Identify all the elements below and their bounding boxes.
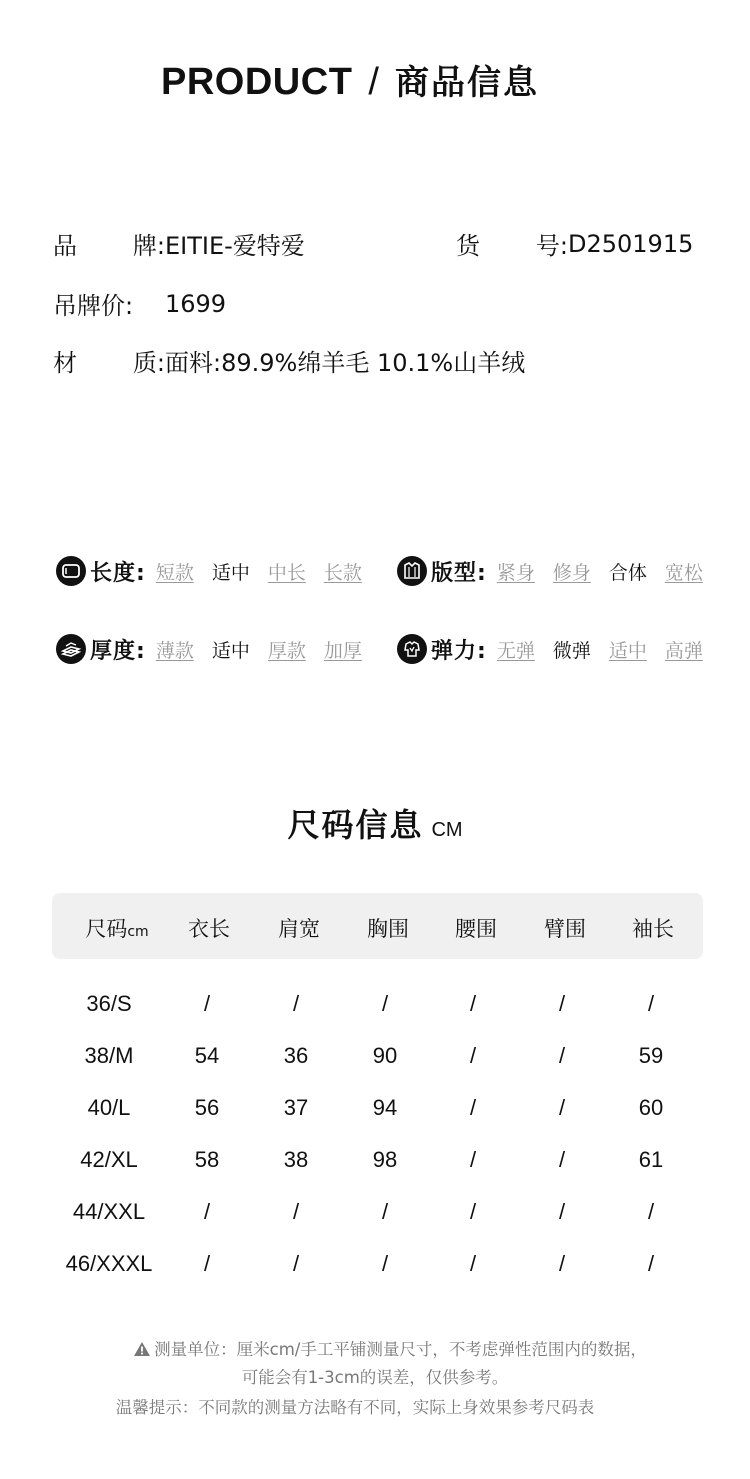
price-value: 1699 xyxy=(165,289,227,318)
table-cell: 59 xyxy=(638,1043,664,1068)
option-slim: 修身 xyxy=(552,561,591,584)
table-cell: / xyxy=(381,1251,389,1276)
attr-fit xyxy=(397,554,703,588)
table-cell: 60 xyxy=(638,1095,664,1120)
code-label: 货 号: xyxy=(456,232,568,260)
size-label-cell: 40/L xyxy=(87,1095,131,1120)
table-cell: / xyxy=(558,1199,566,1224)
table-cell: / xyxy=(558,1095,566,1120)
table-cell: / xyxy=(558,1251,566,1276)
table-cell: 61 xyxy=(638,1147,664,1172)
size-label-cell: 36/S xyxy=(86,991,132,1016)
table-cell: 98 xyxy=(372,1147,398,1172)
note-line-3: 温馨提示：不同款的测量方法略有不同，实际上身效果参考尺码表 xyxy=(115,1398,595,1417)
attr-elasticity xyxy=(397,632,703,666)
material-label: 材 质: xyxy=(53,349,165,377)
size-label-cell: 44/XXL xyxy=(72,1199,146,1224)
table-cell: / xyxy=(203,1199,211,1224)
warning-icon xyxy=(133,1341,151,1357)
table-cell: / xyxy=(203,991,211,1016)
table-cell: 58 xyxy=(194,1147,220,1172)
brand-label: 品 牌: xyxy=(53,232,165,260)
size-title-unit: CM xyxy=(431,819,463,841)
size-section-title xyxy=(0,800,750,850)
title-divider: / xyxy=(368,61,379,103)
table-cell: 56 xyxy=(194,1095,220,1120)
size-label-cell: 46/XXXL xyxy=(65,1251,153,1276)
size-title-text: 尺码信息 xyxy=(287,806,424,844)
size-label-cell: 38/M xyxy=(84,1043,134,1068)
table-cell: / xyxy=(381,1199,389,1224)
header-waist: 腰围 xyxy=(455,917,497,941)
size-table-header xyxy=(52,893,703,959)
header-arm: 臂围 xyxy=(544,917,586,941)
table-cell: 90 xyxy=(372,1043,398,1068)
option-thick: 厚款 xyxy=(267,639,306,662)
title-chinese: 商品信息 xyxy=(394,64,539,102)
note-line-1: 测量单位：厘米cm/手工平铺测量尺寸，不考虑弹性范围内的数据， xyxy=(0,1336,750,1360)
table-cell: / xyxy=(292,991,300,1016)
table-cell: / xyxy=(203,1251,211,1276)
page-header xyxy=(0,55,700,115)
table-cell: 38 xyxy=(283,1147,309,1172)
price-row xyxy=(53,286,226,321)
code-value: D2501915 xyxy=(568,229,694,258)
header-shoulder: 肩宽 xyxy=(278,917,320,941)
option-high-stretch: 高弹 xyxy=(664,639,703,662)
option-medium: 适中 xyxy=(211,561,250,584)
attr-title: 版型: xyxy=(431,560,487,586)
header-sleeve: 袖长 xyxy=(632,917,674,941)
attr-title: 弹力: xyxy=(431,638,487,664)
note-line-2: 可能会有1-3cm的误差，仅供参考。 xyxy=(241,1368,509,1387)
fit-icon xyxy=(397,556,427,586)
header-size: 尺码cm xyxy=(85,917,149,941)
length-icon xyxy=(56,556,86,586)
table-cell: / xyxy=(469,1043,477,1068)
option-mid-long: 中长 xyxy=(267,561,306,584)
option-no-stretch: 无弹 xyxy=(496,639,535,662)
table-cell: 94 xyxy=(372,1095,398,1120)
option-regular: 合体 xyxy=(608,561,647,584)
table-cell: / xyxy=(469,1251,477,1276)
table-cell: / xyxy=(558,991,566,1016)
attr-title: 厚度: xyxy=(90,638,146,664)
option-tight: 紧身 xyxy=(496,561,535,584)
table-cell: / xyxy=(292,1199,300,1224)
option-slight-stretch: 微弹 xyxy=(552,639,591,662)
option-moderate: 适中 xyxy=(211,639,250,662)
option-moderate-stretch: 适中 xyxy=(608,639,647,662)
table-cell: 36 xyxy=(283,1043,309,1068)
attr-thickness xyxy=(56,632,362,666)
size-label-cell: 42/XL xyxy=(80,1147,138,1172)
table-cell: 37 xyxy=(283,1095,309,1120)
table-cell: / xyxy=(469,1147,477,1172)
price-label: 吊牌价: xyxy=(53,292,134,320)
option-long: 长款 xyxy=(323,561,362,584)
header-length: 衣长 xyxy=(188,917,230,941)
brand-value: EITIE-爱特爱 xyxy=(165,232,305,260)
table-row xyxy=(52,1037,703,1077)
table-cell: / xyxy=(647,991,655,1016)
table-row xyxy=(52,1141,703,1181)
table-cell: / xyxy=(469,1095,477,1120)
elasticity-icon xyxy=(397,634,427,664)
table-cell: / xyxy=(558,1147,566,1172)
title-english: PRODUCT xyxy=(161,61,353,103)
brand-row xyxy=(53,226,305,261)
option-extra-thick: 加厚 xyxy=(323,639,362,662)
table-cell: / xyxy=(558,1043,566,1068)
table-cell: / xyxy=(292,1251,300,1276)
table-row xyxy=(52,1193,703,1233)
material-row xyxy=(53,343,525,378)
header-chest: 胸围 xyxy=(367,917,409,941)
table-cell: 54 xyxy=(194,1043,220,1068)
option-thin: 薄款 xyxy=(155,639,194,662)
table-cell: / xyxy=(647,1251,655,1276)
table-cell: / xyxy=(381,991,389,1016)
table-row xyxy=(52,1089,703,1129)
option-loose: 宽松 xyxy=(664,561,703,584)
attr-title: 长度: xyxy=(90,560,146,586)
table-row xyxy=(52,1245,703,1285)
option-short: 短款 xyxy=(155,561,194,584)
table-row xyxy=(52,985,703,1025)
table-cell: / xyxy=(647,1199,655,1224)
table-cell: / xyxy=(469,1199,477,1224)
thickness-icon xyxy=(56,634,86,664)
code-row xyxy=(456,226,693,261)
material-value: 面料:89.9%绵羊毛 10.1%山羊绒 xyxy=(165,349,526,377)
table-cell: / xyxy=(469,991,477,1016)
attr-length xyxy=(56,554,362,588)
